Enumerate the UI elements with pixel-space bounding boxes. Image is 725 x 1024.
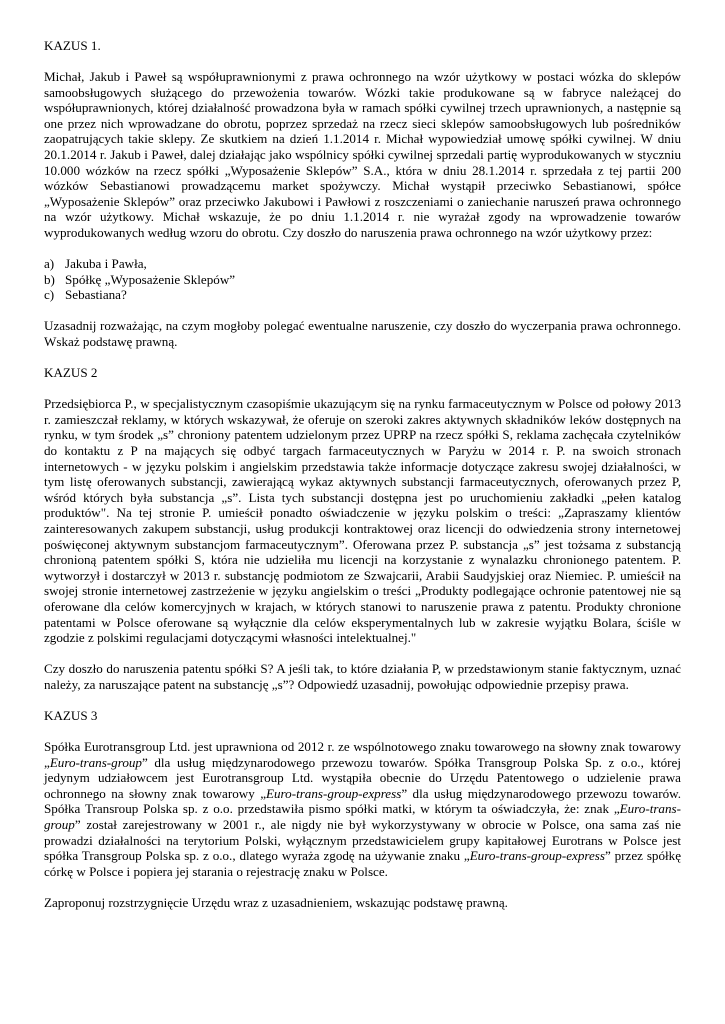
kazus-2-question: Czy doszło do naruszenia patentu spółki S? A jeśli tak, to które działania P, w przedstawionym stanie faktycznym, uznać należy, za naruszające patent na substancję „s”? Odpowiedź uzasadnij, powołując odpowiednie przepisy prawa. (44, 661, 681, 692)
kazus-3-heading: KAZUS 3 (44, 707, 98, 723)
text-segment: ” przez spółkę córkę w Polsce i popiera jej starania o rejestrację znaku w Polsce. (44, 848, 682, 879)
list-item-text: Jakuba i Pawła, (65, 256, 147, 272)
text-segment: ” został zarejestrowany w 2001 r., ale nigdy nie był wykorzystywany w obrocie w Polsce, ona sama zaś nie prowadzi działalności na terytorium Polski, wyłącznym przedstawicielem grupy kapitałowej Eurotrans w Polsce jest spółka Transgroup Polska sp. z o.o., dlatego wyraża zgodę na używanie znaku „ (44, 816, 681, 864)
list-marker: b) (44, 271, 55, 287)
list-item (44, 272, 681, 288)
text-segment: ” dla usług międzynarodowego przewozu towarów. Spółka Transgroup Polska Sp. z o.o., której jedynym udziałowcem jest Eurotransgroup Ltd. wystąpiła obecnie do Urzędu Patentowego o udzielenie prawa ochronnego na słowny znak towarowy „ (44, 754, 681, 801)
text-segment: Spółka Eurotransgroup Ltd. jest uprawniona od 2012 r. ze wspólnotowego znaku towarowego na słowny znak towarowy „ (44, 738, 681, 770)
trademark-name: Euro-trans-group-express (266, 785, 402, 801)
kazus-1-closing: Uzasadnij rozważając, na czym mogłoby polegać ewentualne naruszenie, czy doszło do wyczerpania prawa ochronnego. Wskaż podstawę prawną. (44, 318, 681, 349)
trademark-name: Euro-trans-group-express (469, 848, 605, 864)
kazus-1-heading: KAZUS 1. (44, 38, 101, 53)
trademark-name: Euro-trans-group (44, 801, 681, 832)
kazus-2-paragraph: Przedsiębiorca P., w specjalistycznym czasopiśmie ukazującym się na rynku farmaceutycznym w Polsce od połowy 2013 r. zamieszczał reklamy, w których wskazywał, że oferuje on szeroki zakres aktywnych składników leków dostępnych na rynku, w tym środek „s” chroniony patentem udzielonym przez UPRP na rzecz spółki S, reklama zachęcała czytelników do kontaktu z P na mających się odbyć targach farmaceutycznych w Paryżu w 2014 r. P. na swoich stronach internetowych - w języku polskim i angielskim przedstawia także informacje dotyczące zakresu swojej działalności, w tym listę oferowanych substancji, zawierającą wykaz aktywnych substancji farmaceutycznych, oferowanych przez P, wśród których była substancja „s”. Lista tych substancji dostępna jest po uruchomieniu zakładki „pełen katalog produktów". Na tej stronie P. umieścił ponadto oświadczenie w języku polskim o treści: „Zapraszamy klientów zainteresowanych zakupem substancji, usług produkcji kontraktowej oraz licencji do odwiedzenia strony internetowej poświęconej aktywnym substancjom farmaceutycznym”. Oferowana przez P. substancja „s” jest tożsama z substancją chronioną patentem spółki S, która nie udzieliła mu licencji na korzystanie z wynalazku chronionego patentem. P. wytworzył i dostarczył w 2013 r. substancję podmiotom ze Szwajcarii, Arabii Saudyjskiej oraz Niemiec. P. umieścił na swojej stronie internetowej zastrzeżenie w języku angielskim o treści „Produkty podlegające ochronie patentowej nie są oferowane dla celów komercyjnych w krajach, w których stanowi to naruszenie prawa z patentu. Produkty chronione patentami w Polsce oferowane są wyłącznie dla celów eksperymentalnych lub w zakresie wyjątku Bolara, ściśle w zgodzie z polskimi regulacjami dotyczącymi własności intelektualnej." (44, 396, 681, 646)
list-item-text: Spółkę „Wyposażenie Sklepów” (65, 271, 236, 287)
kazus-3-paragraph (44, 739, 681, 879)
trademark-name: Euro-trans-group (49, 754, 142, 770)
text-segment: ” dla usług międzynarodowego przewozu towarów. Spółka Transroup Polska sp. z o.o. przedstawiła pismo spółki matki, w którym ta oświadczyła, że: znak „ (44, 785, 681, 817)
list-item (44, 256, 681, 272)
list-marker: a) (44, 256, 55, 272)
list-item-text: Sebastiana? (65, 287, 127, 303)
list-marker: c) (44, 287, 55, 303)
kazus-1-list (44, 256, 681, 303)
kazus-1-paragraph: Michał, Jakub i Paweł są współuprawnionymi z prawa ochronnego na wzór użytkowy w postaci wózka do sklepów samoobsługowych służącego do przewożenia towarów. Wózki takie produkowane są w fabryce należącej do współuprawnionych, której działalność prowadzona była w ramach spółki cywilnej trzech uprawnionych, a następnie są one przez nich wprowadzane do obrotu, poprzez sprzedaż na rzecz sieci sklepów samoobsługowych lub pośredników zaopatrujących takie sklepy. Ze skutkiem na dzień 1.1.2014 r. Michał wypowiedział umowę spółki cywilnej. W dniu 20.1.2014 r. Jakub i Paweł, dalej działając jako wspólnicy spółki cywilnej sprzedali partię wyprodukowanych w styczniu 10.000 wózków na rzecz spółki „Wyposażenie Sklepów” S.A., która w dniu 28.1.2014 r. sprzedała z tej partii 200 wózków Sebastianowi prowadzącemu market spożywczy. Michał wystąpił przeciwko Sebastianowi, spółce „Wyposażenie Sklepów” oraz przeciwko Jakubowi i Pawłowi z roszczeniami o zaniechanie naruszeń prawa ochronnego na wzór użytkowy. Michał wskazuje, że po dniu 1.1.2014 r. nie wyrażał zgody na wprowadzenie towarów wyprodukowanych według wzoru do obrotu. Czy doszło do naruszenia prawa ochronnego na wzór użytkowy przez: (44, 69, 681, 241)
document-page (44, 38, 681, 926)
kazus-3-closing: Zaproponuj rozstrzygnięcie Urzędu wraz z uzasadnieniem, wskazując podstawę prawną. (44, 894, 508, 910)
list-item (44, 287, 681, 303)
kazus-2-heading: KAZUS 2 (44, 365, 98, 381)
